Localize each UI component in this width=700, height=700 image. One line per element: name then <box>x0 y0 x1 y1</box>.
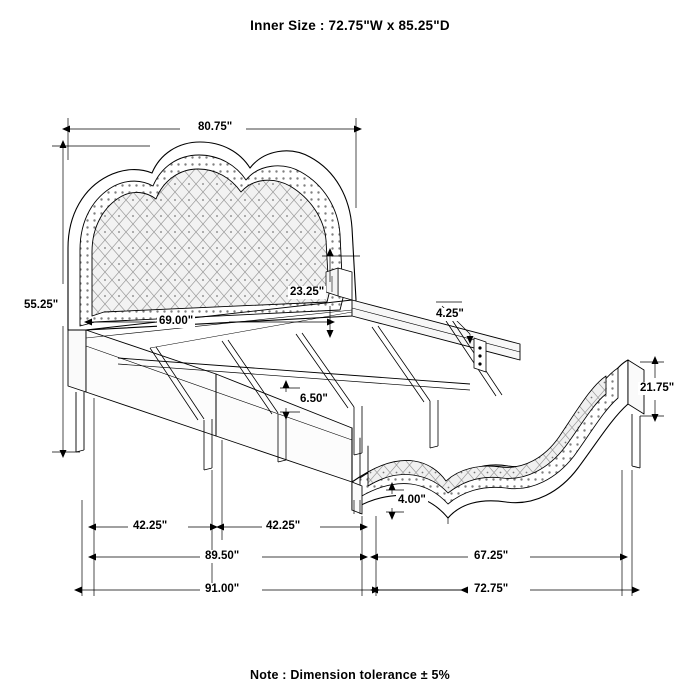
tolerance-note: Note : Dimension tolerance ± 5% <box>250 668 450 682</box>
dim-overall-width: 72.75" <box>474 583 509 595</box>
dim-headboard-panel-width: 69.00" <box>159 315 194 327</box>
dim-leg-span-rear: 42.25" <box>266 520 301 532</box>
dim-rail-to-top-of-headboard: 23.25" <box>290 286 325 298</box>
dim-rail-thickness: 4.25" <box>436 308 464 320</box>
dim-headboard-height: 55.25" <box>24 299 59 311</box>
dim-footboard-leg-height: 4.00" <box>398 494 426 506</box>
dim-footboard-inner-width: 67.25" <box>474 550 509 562</box>
dim-overall-length: 91.00" <box>205 583 240 595</box>
page-title: Inner Size : 72.75"W x 85.25"D <box>250 18 450 33</box>
dim-side-rail-length: 89.50" <box>205 550 240 562</box>
dim-leg-span-front: 42.25" <box>133 520 168 532</box>
dim-overall-headboard-width: 80.75" <box>198 121 233 133</box>
dim-slat-height: 6.50" <box>300 393 328 405</box>
dim-footboard-height: 21.75" <box>640 382 675 394</box>
